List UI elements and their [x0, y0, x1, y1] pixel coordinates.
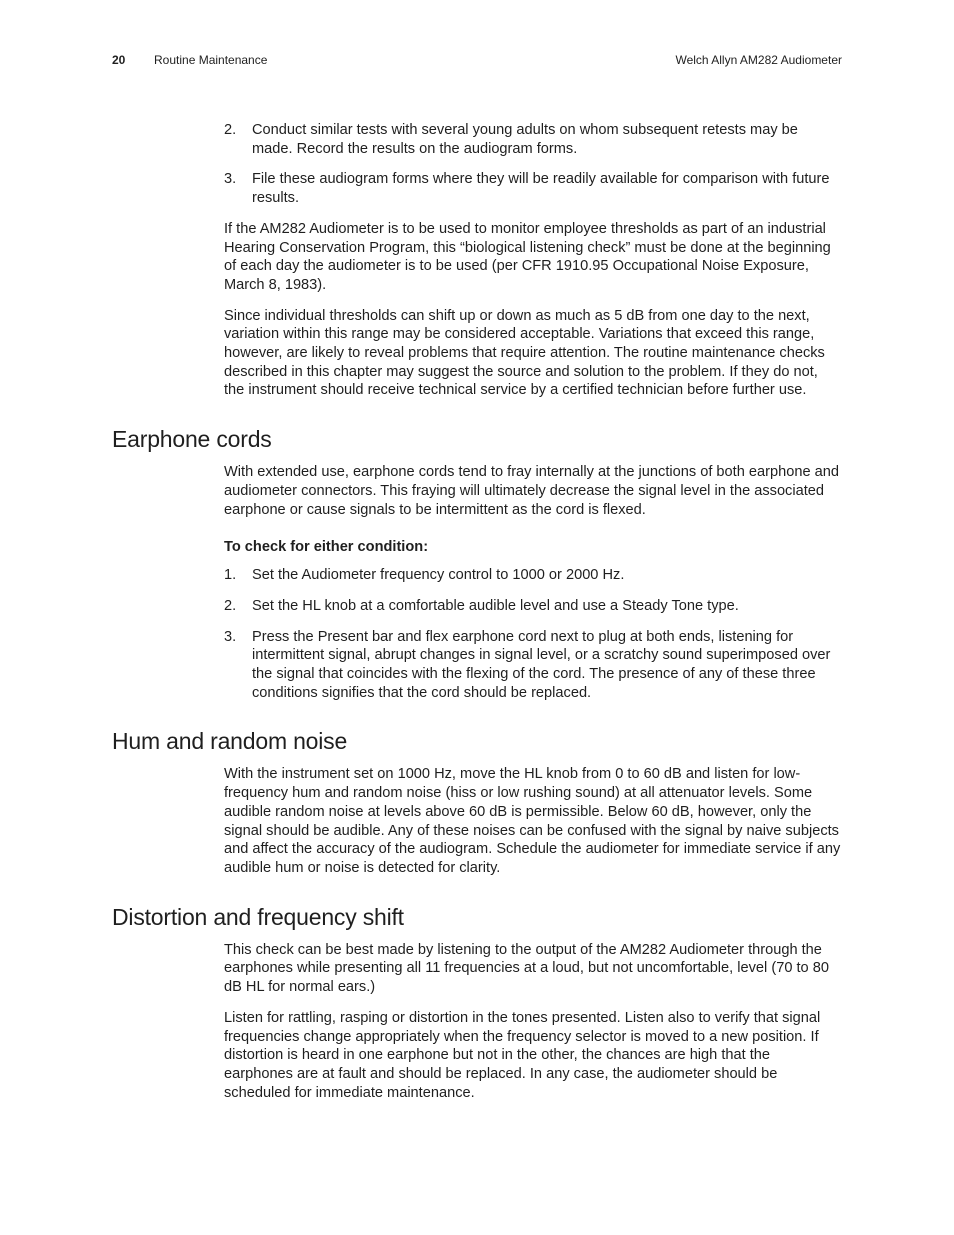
list-item-number: 1.	[224, 567, 237, 584]
paragraph-monitoring: If the AM282 Audiometer is to be used to monitor employee thresholds as part of an industrial Hearing Conservation Program, this “biological listening check” must be done at the beginning of each day the audiometer is to be used (per CFR 1910.95 Occupational Noise Exposure, March 8, 1983).	[224, 220, 831, 293]
paragraph-hum-random-noise: With the instrument set on 1000 Hz, move the HL knob from 0 to 60 dB and listen for low-frequency hum and random noise (hiss or low rushing sound) at all attenuator levels. Some audible random noise at levels above 60 dB is permissible. Below 60 dB, however, only the signal should be audible. Any of these noises can be confused with the signal by naive subjects and affect the accuracy of the audiogram. Schedule the audiometer for immediate service if any audible hum or noise is detected for clarity.	[224, 766, 841, 876]
list-item	[224, 566, 842, 585]
paragraph-earphone-cords: With extended use, earphone cords tend to fray internally at the junctions of both earphone and audiometer connectors. This fraying will ultimately decrease the signal level in the associated earphone or cause signals to be intermittent as the cord is flexed.	[224, 464, 839, 518]
page-header	[112, 53, 842, 71]
page-body	[112, 121, 842, 1114]
list-item-text: Conduct similar tests with several young adults on whom subsequent retests may be made. Record the results on the audiogram forms.	[252, 122, 798, 157]
paragraph-distortion-listen: Listen for rattling, rasping or distortion in the tones presented. Listen also to verify that signal frequencies change appropriately when the frequency selector is moved to a new position. If distortion is heard in one earphone but not in the other, the chances are high that the earphones are at fault and should be replaced. In any case, the audiometer should be scheduled for immediate maintenance.	[224, 1009, 821, 1101]
subheading-check-condition: To check for either condition:	[224, 539, 429, 556]
page-number: 20	[112, 53, 126, 67]
header-section-name: Routine Maintenance	[154, 53, 268, 67]
list-item-text: File these audiogram forms where they will be readily available for comparison with future results.	[252, 171, 830, 207]
list-item	[224, 121, 842, 158]
list-item-number: 2.	[224, 122, 237, 138]
list-item-text: Press the Present bar and flex earphone cord next to plug at both ends, listening for intermittent signal, abrupt changes in signal level, or a scratchy sound superimposed over the signal that coincides with the flexing of the cord. The presence of any of these three conditions signifies that the cord should be replaced.	[252, 628, 831, 701]
heading-hum-random-noise: Hum and random noise	[112, 728, 348, 755]
list-item-text: Set the Audiometer frequency control to 1000 or 2000 Hz.	[252, 567, 625, 584]
list-item	[224, 170, 842, 207]
list-item-number: 2.	[224, 597, 237, 614]
list-item-number: 3.	[224, 171, 237, 188]
list-item-number: 3.	[224, 628, 237, 645]
list-item-text: Set the HL knob at a comfortable audible level and use a Steady Tone type.	[252, 597, 739, 614]
paragraph-threshold-variation: Since individual thresholds can shift up or down as much as 5 dB from one day to the next, variation within this range may be considered acceptable. Variations that exceed this range, however, are likely to reveal problems that require attention. The routine maintenance checks described in this chapter may suggest the source and solution to the problem. If they do not, the instrument should receive technical service by a certified technician before further use.	[224, 307, 825, 399]
heading-distortion-frequency-shift: Distortion and frequency shift	[112, 903, 404, 930]
header-document-title: Welch Allyn AM282 Audiometer	[675, 53, 842, 67]
list-item	[224, 628, 842, 703]
list-item	[224, 597, 842, 616]
heading-earphone-cords: Earphone cords	[112, 426, 272, 453]
paragraph-distortion-check: This check can be best made by listening to the output of the AM282 Audiometer through the earphones while presenting all 11 frequencies at a loud, but not uncomfortable, level (70 to 80 dB HL for normal ears.)	[224, 941, 829, 996]
